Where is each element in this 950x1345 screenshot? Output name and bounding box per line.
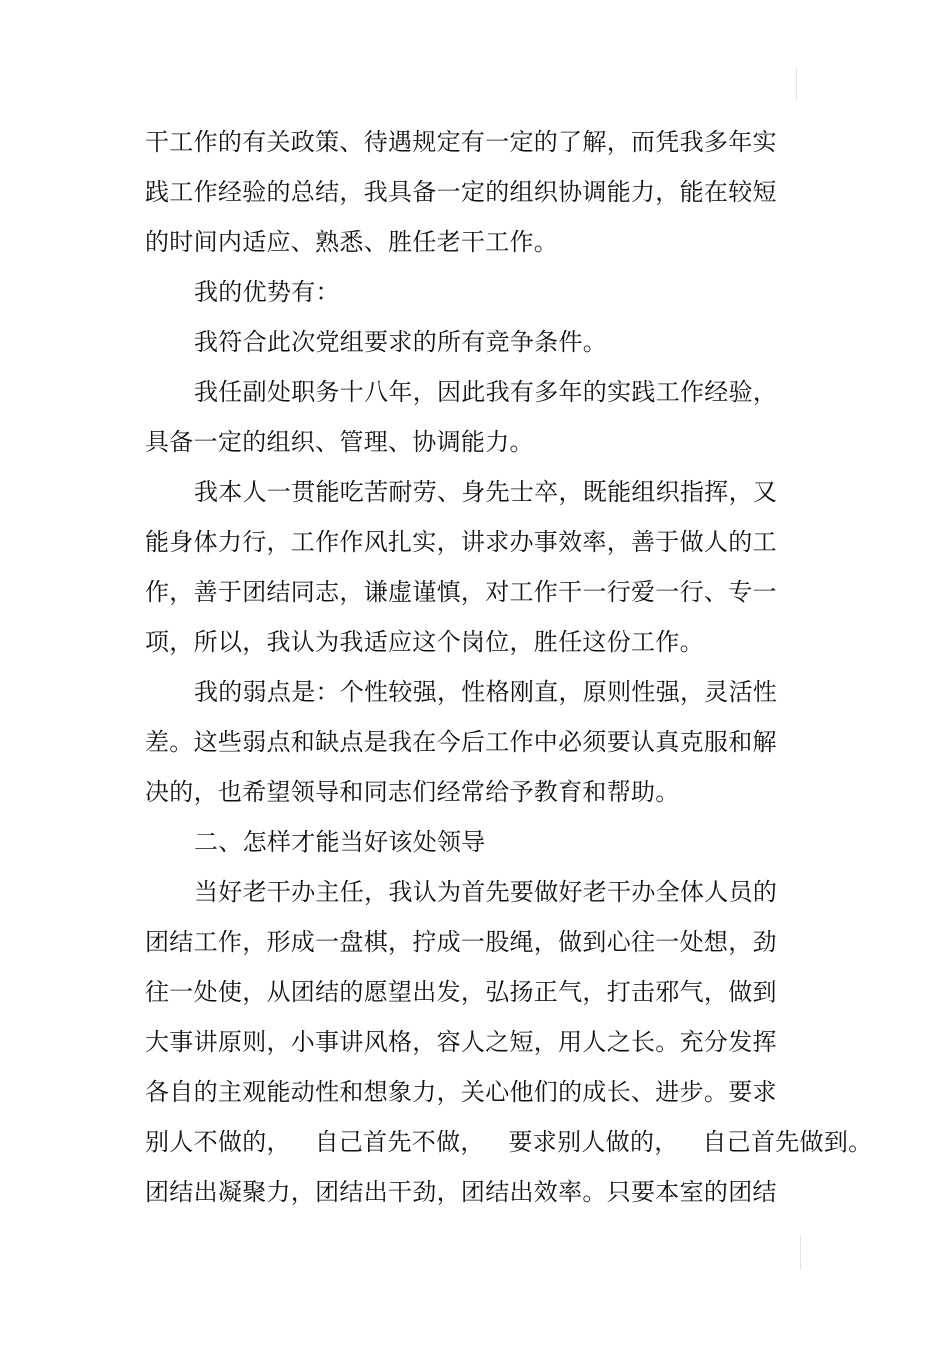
paragraph-start: 我任副处职务十八年，因此我有多年的实践工作经验， (194, 378, 778, 406)
text-line: 作，善于团结同志，谦虚谨慎，对工作干一行爱一行、专一 (145, 578, 777, 606)
paragraph-start: 我符合此次党组要求的所有竞争条件。 (194, 328, 608, 356)
text-line: 往一处使，从团结的愿望出发，弘扬正气，打击邪气，做到 (145, 978, 777, 1006)
text-line: 各自的主观能动性和想象力，关心他们的成长、进步。要求 (145, 1078, 777, 1106)
page-edge-mark-top (796, 68, 797, 100)
text-line: 团结出凝聚力，团结出干劲，团结出效率。只要本室的团结 (145, 1178, 777, 1206)
page-edge-mark-bottom (800, 1236, 801, 1270)
text-line: 干工作的有关政策、待遇规定有一定的了解，而凭我多年实 (145, 128, 777, 156)
text-line: 差。这些弱点和缺点是我在今后工作中必须要认真克服和解 (145, 728, 777, 756)
paragraph-start: 我的优势有： (194, 278, 340, 306)
paragraph-start: 我本人一贯能吃苦耐劳、身先士卒，既能组织指挥，又 (194, 478, 778, 506)
text-line: 具备一定的组织、管理、协调能力。 (145, 428, 534, 456)
text-line: 团结工作，形成一盘棋，拧成一股绳，做到心往一处想，劲 (145, 928, 777, 956)
text-line: 践工作经验的总结，我具备一定的组织协调能力，能在较短 (145, 178, 777, 206)
paragraph-start: 当好老干办主任，我认为首先要做好老干办全体人员的 (194, 878, 778, 906)
text-line: 决的，也希望领导和同志们经常给予教育和帮助。 (145, 778, 680, 806)
text-line: 别人不做的， 自己首先不做， 要求别人做的， 自己首先做到。 (145, 1128, 873, 1156)
text-line: 大事讲原则，小事讲风格，容人之短，用人之长。充分发挥 (145, 1028, 777, 1056)
text-line: 的时间内适应、熟悉、胜任老干工作。 (145, 228, 559, 256)
text-line: 能身体力行，工作作风扎实，讲求办事效率，善于做人的工 (145, 528, 777, 556)
paragraph-start: 我的弱点是：个性较强，性格刚直，原则性强，灵活性 (194, 678, 778, 706)
text-line: 项，所以，我认为我适应这个岗位，胜任这份工作。 (145, 628, 704, 656)
section-heading: 二、怎样才能当好该处领导 (194, 828, 486, 856)
